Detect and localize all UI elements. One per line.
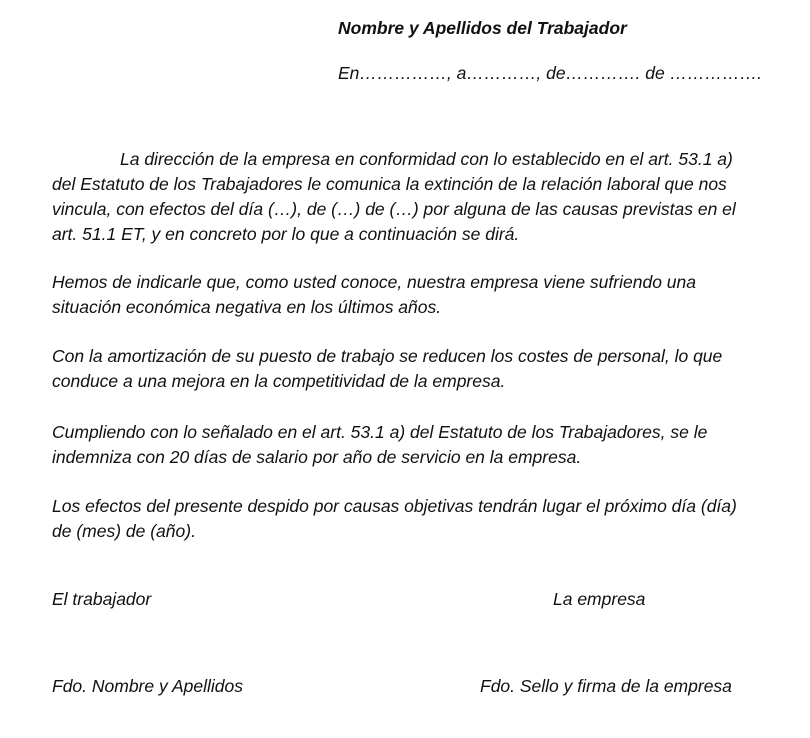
paragraph-compensation: Cumpliendo con lo señalado en el art. 53.1 a) del Estatuto de los Trabajadores, se le indemniza con 20 días de salario por año de servicio en la empresa. (52, 422, 708, 467)
company-signature-label: La empresa (553, 589, 646, 609)
paragraph-notification: La dirección de la empresa en conformidad con lo establecido en el art. 53.1 a) del Estatuto de los Trabajadores le comunica la extinción de la relación laboral que nos vincula, con efectos del día (…), de (…) de (…) por alguna de las causas previstas en el art. 51.1 ET, y en concreto por lo que a continuación se dirá. (52, 149, 736, 244)
worker-name-heading: Nombre y Apellidos del Trabajador (338, 18, 627, 38)
place-date-line: En……………, a…………, de…………. de ……………. (338, 63, 762, 83)
paragraph-effective-date: Los efectos del presente despido por causas objetivas tendrán lugar el próximo día (día) de (mes) de (año). (52, 496, 737, 541)
paragraph-amortization: Con la amortización de su puesto de trabajo se reducen los costes de personal, lo que conduce a una mejora en la competitividad de la empresa. (52, 346, 723, 391)
paragraph-economic-situation: Hemos de indicarle que, como usted conoce, nuestra empresa viene sufriendo una situación económica negativa en los últimos años. (52, 272, 696, 317)
worker-signature-line: Fdo. Nombre y Apellidos (52, 676, 243, 696)
worker-signature-label: El trabajador (52, 589, 152, 609)
company-signature-line: Fdo. Sello y firma de la empresa (480, 676, 732, 696)
